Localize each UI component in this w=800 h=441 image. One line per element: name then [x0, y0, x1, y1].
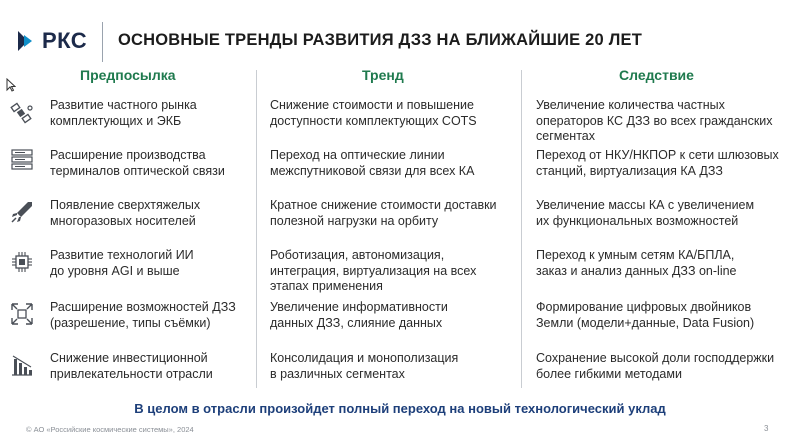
trend-cell: Увеличение информативности данных ДЗЗ, слияние данных [270, 300, 448, 330]
consequence-cell: Переход от НКУ/НКПОР к сети шлюзовых станций, виртуализация КА ДЗЗ [536, 148, 779, 178]
consequence-cell: Увеличение количества частных операторов КС ДЗЗ во всех гражданских сегментах [536, 98, 773, 143]
premise-cell: Снижение инвестиционной привлекательности отрасли [50, 351, 213, 381]
column-header-premise: Предпосылка [80, 67, 176, 83]
trend-cell: Роботизация, автономизация, интеграция, виртуализация на всех этапах применения [270, 248, 477, 293]
footer-copyright: © АО «Российские космические системы», 2024 [26, 425, 194, 434]
consequence-cell: Увеличение массы КА с увеличением их функциональных возможностей [536, 198, 755, 228]
header-divider [102, 22, 103, 62]
premise-cell: Расширение производства терминалов оптической связи [50, 148, 225, 178]
ai-chip-icon [8, 248, 36, 276]
trend-cell: Переход на оптические линии межспутниковой связи для всех КА [270, 148, 475, 178]
table-row [0, 246, 800, 296]
trend-cell: Кратное снижение стоимости доставки полезной нагрузки на орбиту [270, 198, 497, 228]
summary-statement: В целом в отрасли произойдет полный переход на новый технологический уклад [134, 401, 666, 416]
column-header-consequence: Следствие [619, 67, 694, 83]
page-number: 3 [764, 424, 769, 433]
consequence-cell: Сохранение высокой доли господдержки более гибкими методами [536, 351, 775, 381]
expand-icon [8, 300, 36, 328]
consequence-cell: Формирование цифровых двойников Земли (модели+данные, Data Fusion) [536, 300, 755, 330]
company-logo [18, 28, 87, 54]
column-header-trend: Тренд [362, 67, 404, 83]
table-row [0, 146, 800, 196]
premise-cell: Появление сверхтяжелых многоразовых носителей [50, 198, 201, 228]
page-title: ОСНОВНЫЕ ТРЕНДЫ РАЗВИТИЯ ДЗЗ НА БЛИЖАЙШИЕ 20 ЛЕТ [118, 31, 642, 49]
logo-mark-icon [18, 31, 38, 51]
rocket-icon [8, 198, 36, 226]
trend-cell: Консолидация и монополизация в различных сегментах [270, 351, 459, 381]
logo-text: РКС [42, 28, 88, 53]
premise-cell: Развитие частного рынка комплектующих и ЭКБ [50, 98, 197, 128]
declining-chart-icon [8, 351, 36, 379]
premise-cell: Расширение возможностей ДЗЗ (разрешение, типы съёмки) [50, 300, 236, 330]
satellite-icon [8, 100, 36, 128]
table-row [0, 349, 800, 399]
table-row [0, 196, 800, 246]
premise-cell: Развитие технологий ИИ до уровня AGI и выше [50, 248, 194, 278]
server-rack-icon [8, 146, 36, 174]
table-row [0, 298, 800, 348]
trend-cell: Снижение стоимости и повышение доступности комплектующих COTS [270, 98, 477, 128]
mouse-cursor-icon [6, 78, 16, 92]
consequence-cell: Переход к умным сетям КА/БПЛА, заказ и анализ данных ДЗЗ on-line [536, 248, 737, 278]
table-row [0, 96, 800, 146]
